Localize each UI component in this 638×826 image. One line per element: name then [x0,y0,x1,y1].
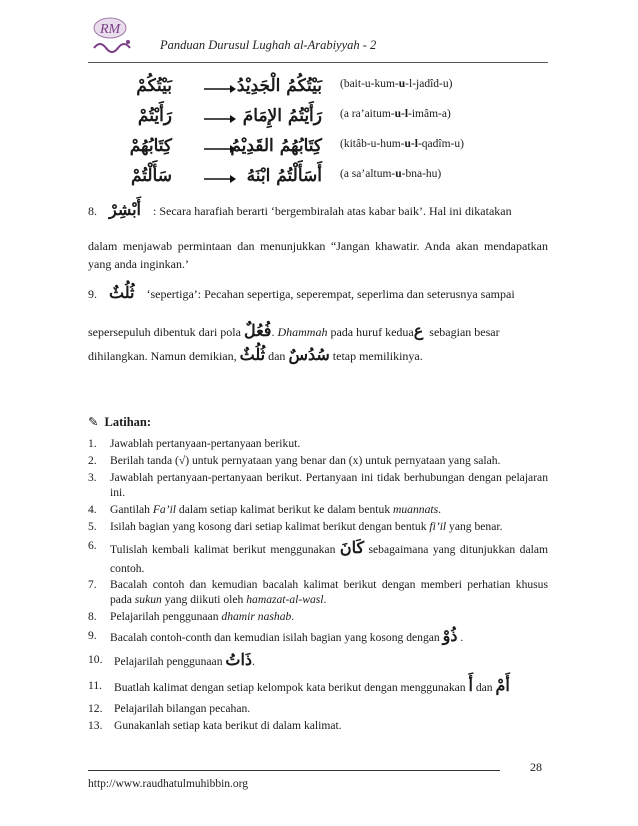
arabic-word: ثُلُثٌ [239,345,266,364]
arabic-short-form: رَأَيْتُمْ [137,106,172,126]
transliteration: (a sa’altum-u-bna-hu) [340,168,442,180]
note-8-continued: dalam menjawab permintaan dan menunjukkan “Jangan khawatir. Anda akan mendapatkan yang anda inginkan.’ [88,239,548,271]
arrow-right-icon [204,174,236,184]
arabic-word: ذُوْ [442,626,458,645]
arabic-long-form: كِتَابُهُمُ القَدِيْمُ [230,136,322,156]
svg-text:RM: RM [100,22,121,37]
arabic-short-form: بَيْتُكُمْ [136,76,172,96]
footer-divider [88,770,500,771]
arabic-word: أَمْ [495,676,510,695]
arabic-long-form: رَأَيْتُمُ الإِمَامَ [242,106,322,126]
header-title: Panduan Durusul Lughah al-Arabiyyah - 2 [160,38,377,52]
arabic-long-form: بَيْتُكُمُ الْجَدِيْدُ [236,76,322,96]
header-divider [88,62,548,63]
arabic-word: أَ [468,676,473,695]
logo-icon [88,14,138,60]
arabic-term: ثُلُثٌ [109,283,135,302]
transliteration: (a ra’aitum-u-l-imâm-a) [340,108,451,120]
example-row [112,162,542,192]
transliteration: (kitâb-u-hum-u-l-qadîm-u) [340,138,464,150]
example-row [112,102,542,132]
page-header [88,14,548,66]
note-number: 9. [88,287,97,301]
arabic-short-form: سَأَلْتُمْ [130,166,172,186]
pencil-icon: ✎ [88,415,99,429]
note-9-line-2: sepersepuluh dibentuk dari pola فُعُلٌ. Dhammah pada huruf keduaع sebagian besar [88,321,500,340]
arrow-right-icon [204,84,236,94]
note-number: 8. [88,204,97,218]
example-row [112,72,542,102]
arabic-word: سُدُسٌ [288,345,330,364]
arrow-right-icon [204,114,236,124]
arabic-word: كَانَ [339,538,365,557]
footer-link[interactable]: http://www.raudhatulmuhibbin.org [88,778,249,790]
arabic-term: أَبْشِرْ [109,200,141,219]
transliteration: (bait-u-kum-u-l-jadîd-u) [340,78,453,90]
example-row [112,132,542,162]
note-9 [88,284,548,303]
exercise-heading: ✎ Latihan: [88,415,152,429]
note-text: : Secara harafiah berarti ‘bergembiralah atas kabar baik’. Hal ini dikatakan [153,204,512,218]
page-number: 28 [530,760,542,774]
arabic-short-form: كِتَابُهُمْ [129,136,172,156]
arabic-pattern: فُعُلٌ [243,321,272,340]
note-text: ‘sepertiga’: Pecahan sepertiga, seperempat, seperlima dan seterusnya sampai [146,287,515,301]
arabic-long-form: أَسَأَلْتُمُ ابْنَهُ [246,166,322,186]
note-9-line-3: dihilangkan. Namun demikian, ثُلُثٌ dan سُدُسٌ tetap memilikinya. [88,345,423,364]
arabic-word: ذَاتُ [225,650,253,669]
note-8 [88,201,548,220]
arabic-letter: ع [413,321,424,340]
